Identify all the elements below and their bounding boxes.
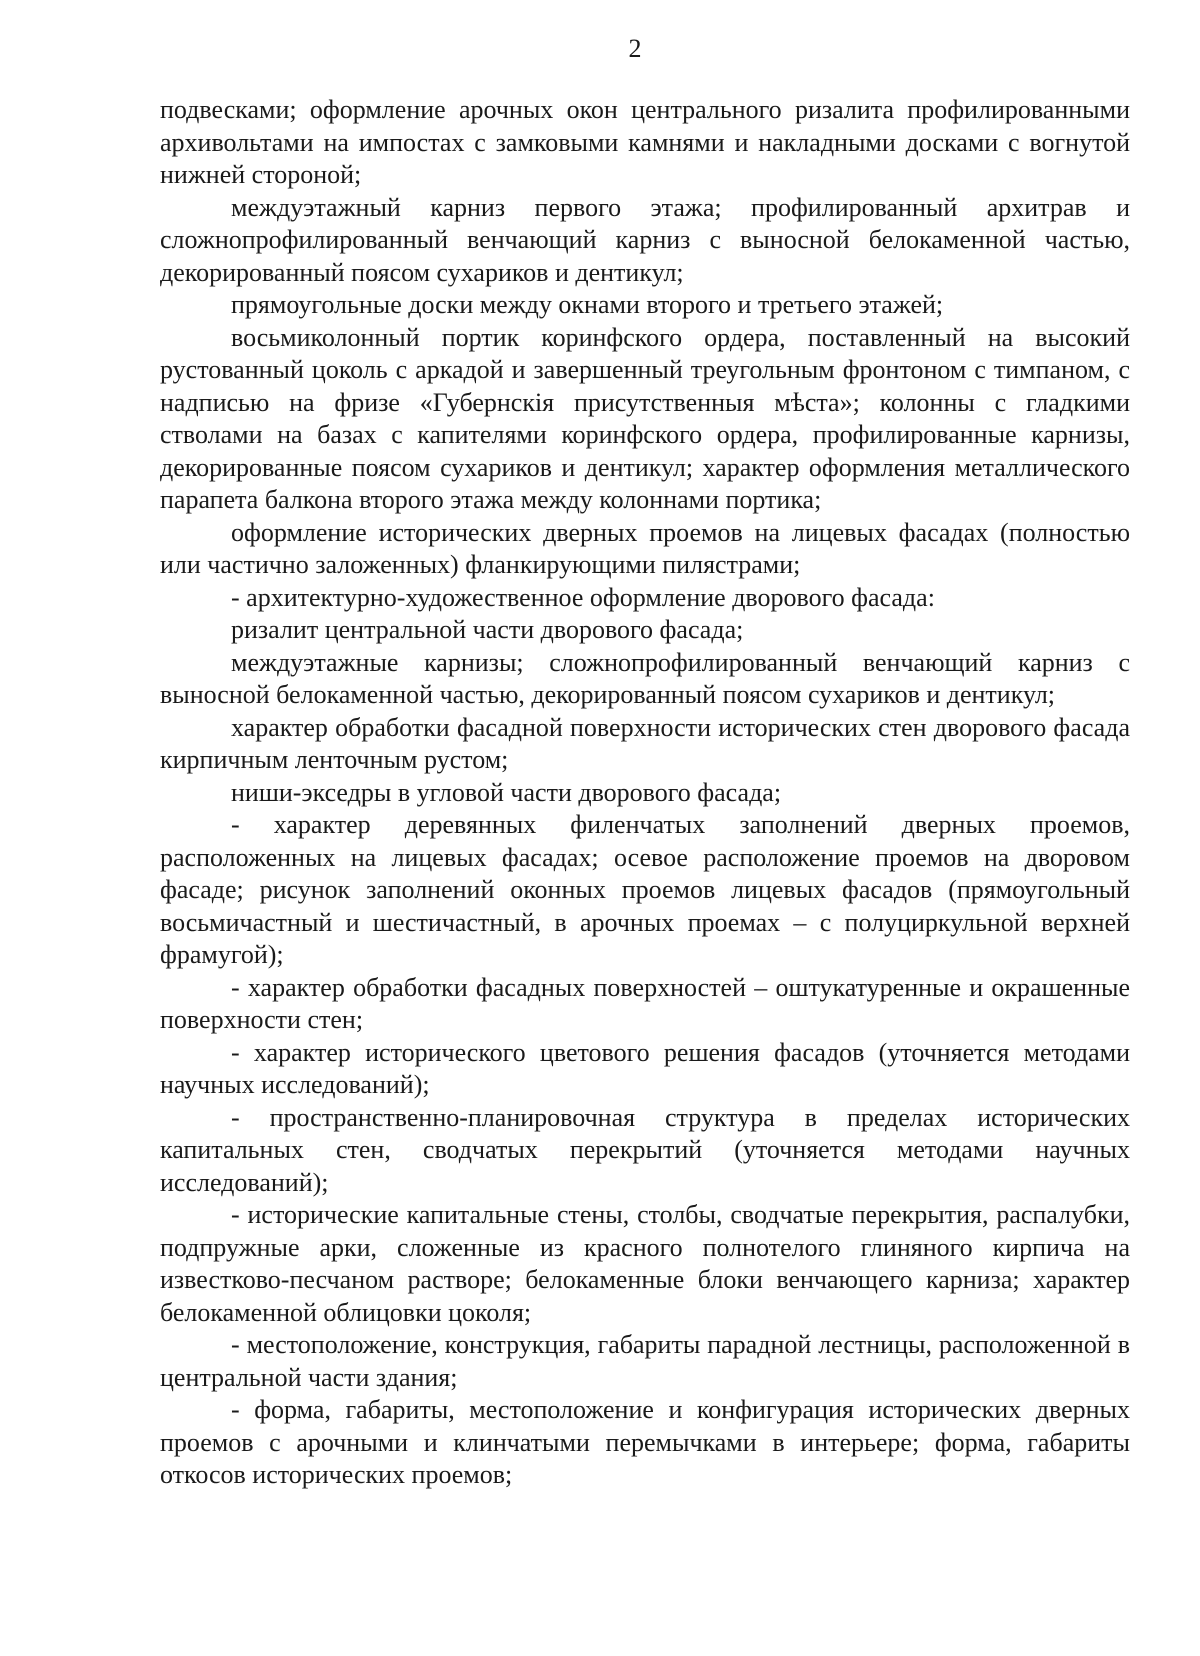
paragraph: - форма, габариты, местоположение и конфигурация исторических дверных проемов с арочными и клинчатыми перемычками в интерьере; форма, габариты откосов исторических проемов; xyxy=(160,1395,1130,1489)
paragraph: - архитектурно-художественное оформление дворового фасада: xyxy=(231,582,935,612)
paragraph: - характер исторического цветового решения фасадов (уточняется методами научных исследований); xyxy=(160,1037,1130,1099)
paragraph: - исторические капитальные стены, столбы, сводчатые перекрытия, распалубки, подпружные арки, сложенные из красного полнотелого глиняного кирпича на известково-песчаном растворе; белокаменные блоки венчающего карниза; характер белокаменной облицовки цоколя; xyxy=(160,1200,1130,1327)
paragraph: прямоугольные доски между окнами второго и третьего этажей; xyxy=(231,290,944,319)
page-number: 2 xyxy=(628,34,642,63)
paragraph: ризалит центральной части дворового фасада; xyxy=(231,615,744,644)
paragraph: - характер деревянных филенчатых заполнений дверных проемов, расположенных на лицевых фасадах; осевое расположение проемов на дворовом фасаде; рисунок заполнений оконных проемов лицевых фасадов (прямоугольный восьмичастный и шестичастный, в арочных проемах – с полуциркульной верхней фрамугой); xyxy=(160,810,1130,969)
paragraph: междуэтажный карниз первого этажа; профилированный архитрав и сложнопрофилированный венчающий карниз с выносной белокаменной частью, декорированный поясом сухариков и дентикул; xyxy=(160,192,1130,287)
paragraph: подвесками; оформление арочных окон центрального ризалита профилированными архивольтами на импостах с замковыми камнями и накладными досками с вогнутой нижней стороной; xyxy=(160,95,1130,189)
paragraph: характер обработки фасадной поверхности исторических стен дворового фасада кирпичным ленточным рустом; xyxy=(160,712,1130,774)
paragraph: - местоположение, конструкция, габариты парадной лестницы, расположенной в центральной части здания; xyxy=(160,1330,1130,1392)
document-body xyxy=(160,94,1130,1492)
paragraph: междуэтажные карнизы; сложнопрофилированный венчающий карниз с выносной белокаменной частью, декорированный поясом сухариков и дентикул; xyxy=(160,647,1130,709)
paragraph: - характер обработки фасадных поверхностей – оштукатуренные и окрашенные поверхности стен; xyxy=(160,972,1130,1034)
paragraph: ниши-экседры в угловой части дворового фасада; xyxy=(231,777,782,807)
paragraph: оформление исторических дверных проемов на лицевых фасадах (полностью или частично заложенных) фланкирующими пилястрами; xyxy=(160,517,1130,579)
paragraph: - пространственно-планировочная структура в пределах исторических капитальных стен, сводчатых перекрытий (уточняется методами научных исследований); xyxy=(160,1102,1130,1197)
paragraph: восьмиколонный портик коринфского ордера, поставленный на высокий рустованный цоколь с аркадой и завершенный треугольным фронтоном с тимпаном, с надписью на фризе «Губернскія присутственныя мѣста»; колонны с гладкими стволами на базах с капителями коринфского ордера, профилированные карнизы, декорированные поясом сухариков и дентикул; характер оформления металлического парапета балкона второго этажа между колоннами портика; xyxy=(160,322,1130,514)
